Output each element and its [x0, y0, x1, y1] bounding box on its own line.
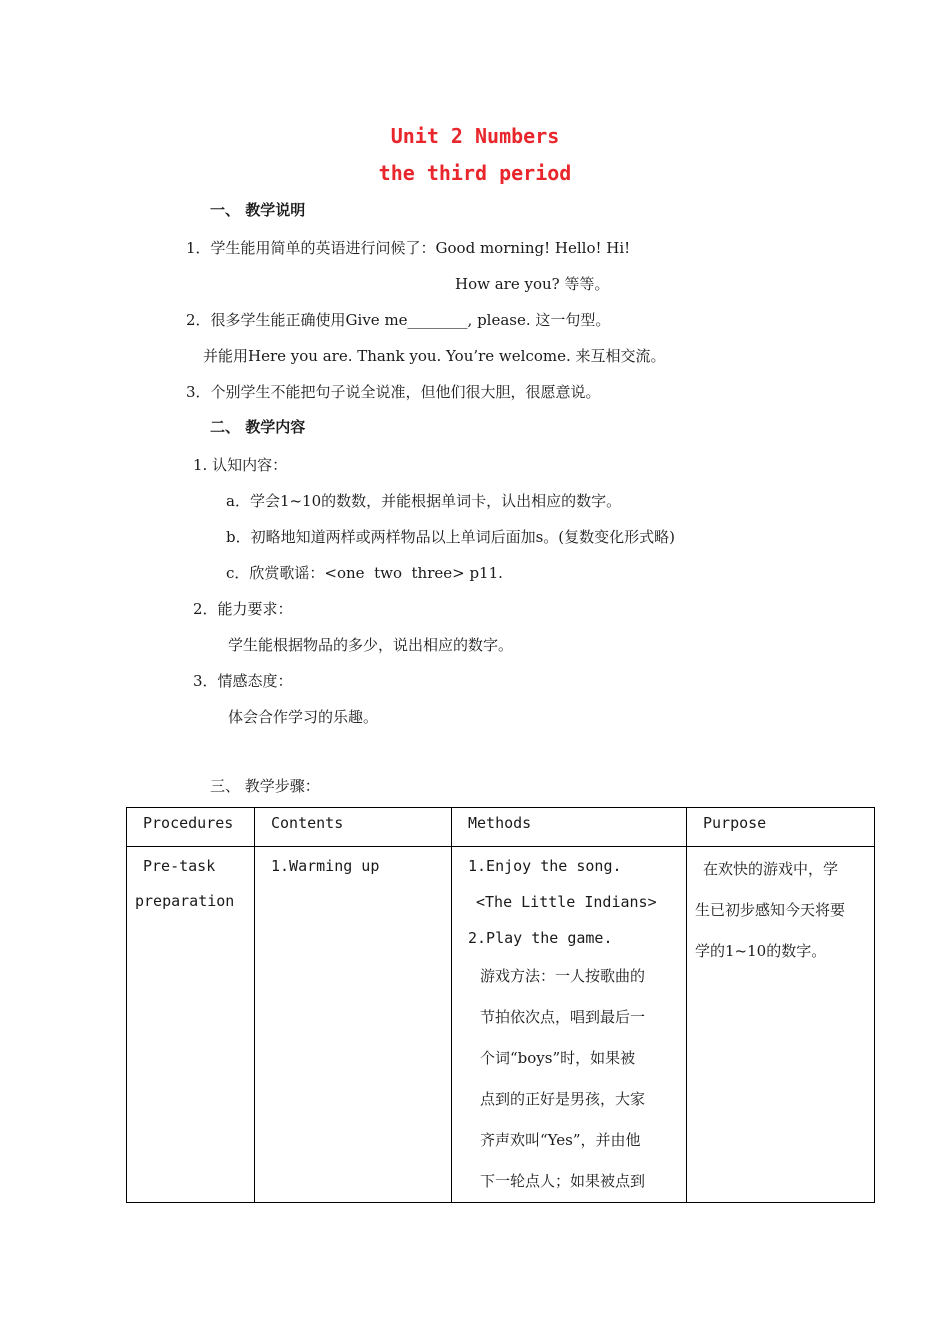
header-cell	[687, 808, 875, 847]
method-line: 齐声欢叫“Yes”，并由他	[480, 1131, 641, 1149]
purpose-line: 在欢快的游戏中，学	[703, 860, 839, 878]
method-line: <The Little Indians>	[476, 893, 657, 911]
purpose-line: 生已初步感知今天将要	[695, 901, 846, 919]
section1-item-1-cont: How are you? 等等。	[455, 275, 610, 293]
header-contents: Contents	[271, 814, 344, 832]
content-cell	[255, 847, 452, 1203]
procedure-line-2: preparation	[135, 892, 235, 910]
method-line: 2.Play the game.	[468, 929, 613, 947]
header-cell	[452, 808, 687, 847]
header-purpose: Purpose	[703, 814, 767, 832]
section1-item-2-cont: 并能用Here you are. Thank you. You’re welcome. 来互相交流。	[203, 347, 666, 365]
document-subtitle: the third period	[378, 161, 572, 185]
purpose-line: 学的1~10的数字。	[695, 942, 827, 960]
method-line: 下一轮点人；如果被点到	[480, 1172, 646, 1190]
purpose-cell	[687, 847, 875, 1203]
section1-item-3: 3．个别学生不能把句子说全说准，但他们很大胆，很愿意说。	[186, 383, 601, 401]
header-procedures: Procedures	[143, 814, 234, 832]
table-header-row	[127, 808, 875, 847]
section1-item-1: 1．学生能用简单的英语进行问候了：Good morning! Hello! Hi!	[186, 239, 631, 257]
method-line: 个词“boys”时，如果被	[480, 1049, 636, 1067]
section1-heading: 一、 教学说明	[210, 201, 306, 219]
table-row	[127, 847, 875, 1203]
content-warming-up: 1.Warming up	[271, 857, 380, 875]
cognitive-item-c: c．欣赏歌谣：<one two three> p11.	[226, 564, 503, 582]
teaching-steps-table	[126, 807, 875, 1203]
cognitive-item-b: b．初略地知道两样或两样物品以上单词后面加s。(复数变化形式略)	[226, 528, 676, 546]
section3-heading: 三、 教学步骤：	[210, 777, 320, 795]
ability-text: 学生能根据物品的多少，说出相应的数字。	[228, 636, 514, 654]
methods-cell	[452, 847, 687, 1203]
header-cell	[127, 808, 255, 847]
document-title: Unit 2 Numbers	[390, 124, 560, 148]
section2-heading: 二、 教学内容	[210, 418, 306, 436]
method-line: 1.Enjoy the song.	[468, 857, 622, 875]
header-cell	[255, 808, 452, 847]
method-line: 节拍依次点，唱到最后一	[480, 1008, 646, 1026]
emotion-heading: 3．情感态度：	[193, 672, 293, 690]
procedure-line-1: Pre-task	[143, 857, 216, 875]
method-line: 点到的正好是男孩，大家	[480, 1090, 646, 1108]
procedure-cell	[127, 847, 255, 1203]
ability-heading: 2．能力要求：	[193, 600, 293, 618]
cognitive-heading: 1. 认知内容：	[193, 456, 288, 474]
method-line: 游戏方法：一人按歌曲的	[480, 967, 646, 985]
section1-item-2: 2．很多学生能正确使用Give me________, please. 这一句型。	[186, 311, 611, 329]
emotion-text: 体会合作学习的乐趣。	[228, 708, 379, 726]
cognitive-item-a: a．学会1~10的数数，并能根据单词卡，认出相应的数字。	[226, 492, 622, 510]
header-methods: Methods	[468, 814, 532, 832]
